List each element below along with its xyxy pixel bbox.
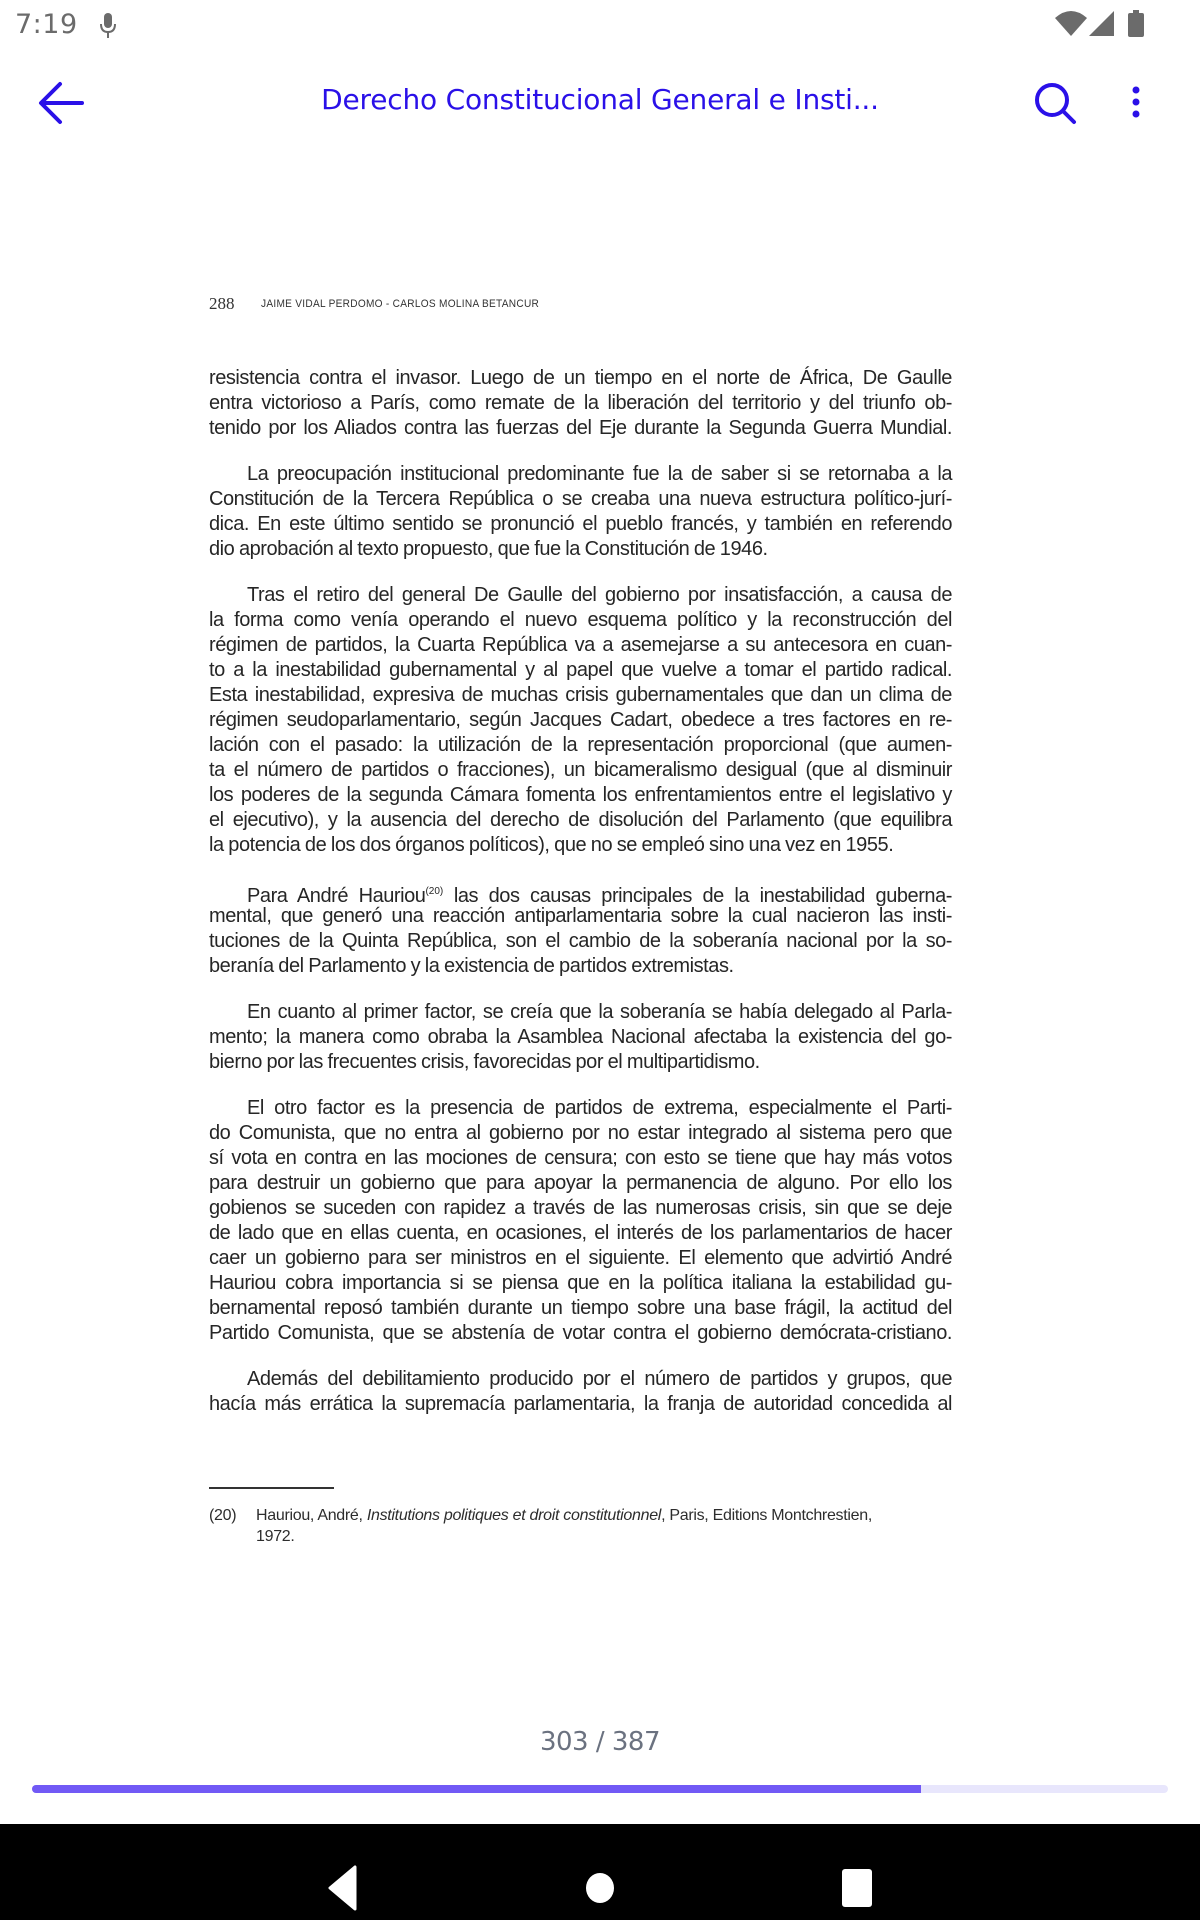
app-bar bbox=[0, 50, 1200, 156]
recents-square-icon bbox=[836, 1866, 878, 1910]
back-button[interactable] bbox=[32, 78, 92, 128]
text-line: régimen de partidos, la Cuarta República va a asemejarse a su antecesora en cuan- bbox=[209, 634, 952, 656]
nav-recents-button[interactable] bbox=[836, 1866, 878, 1910]
text-line: El otro factor es la presencia de partidos de extrema, especialmente el Parti- bbox=[247, 1097, 952, 1119]
nav-home-button[interactable] bbox=[580, 1866, 620, 1910]
text-line: los poderes de la segunda Cámara fomenta los enfrentamientos entre el legislativo y bbox=[209, 784, 952, 806]
status-bar bbox=[0, 0, 1200, 50]
running-head bbox=[209, 294, 969, 320]
text-line: to a la inestabilidad gubernamental y al papel que vuelve a tomar el partido radical. bbox=[209, 659, 952, 681]
footnote-reference[interactable]: (20) bbox=[425, 886, 444, 897]
footnote-text bbox=[256, 1505, 954, 1547]
paragraph-1 bbox=[209, 366, 952, 441]
text-line: dio aprobación al texto propuesto, que fue la Constitución de 1946. bbox=[209, 538, 768, 560]
text-line: Tras el retiro del general De Gaulle del gobierno por insatisfacción, a causa de bbox=[247, 584, 952, 606]
text-run: las dos causas principales de la inestabilidad guberna- bbox=[443, 885, 952, 907]
text-line: do Comunista, que no entra al gobierno por no estar integrado al sistema pero que bbox=[209, 1122, 952, 1144]
text-line: sí vota en contra en las mociones de censura; con esto se tiene que hay más votos bbox=[209, 1147, 952, 1169]
battery-icon bbox=[1128, 10, 1144, 37]
book-page[interactable] bbox=[0, 156, 1200, 1696]
text-run: Para André Hauriou bbox=[247, 885, 426, 907]
nav-back-button[interactable] bbox=[322, 1864, 362, 1912]
text-line: beranía del Parlamento y la existencia de partidos extremistas. bbox=[209, 955, 734, 977]
text-line: caer un gobierno para ser ministros en el siguiente. El elemento que advirtió André bbox=[209, 1247, 952, 1269]
mic-icon bbox=[100, 13, 116, 39]
reading-progress-slider[interactable] bbox=[32, 1785, 1168, 1793]
text-line: Además del debilitamiento producido por el número de partidos y grupos, que bbox=[247, 1368, 952, 1390]
footnote-year: 1972. bbox=[256, 1528, 295, 1545]
text-line: Hauriou cobra importancia si se piensa que en la política italiana la estabilidad gu- bbox=[209, 1272, 952, 1294]
text-line: dica. En este último sentido se pronunció el pueblo francés, y también en referendo bbox=[209, 513, 952, 535]
footnote-number: (20) bbox=[209, 1507, 237, 1524]
text-line: tenido por los Aliados contra las fuerzas del Eje durante la Segunda Guerra Mundial. bbox=[209, 417, 952, 439]
text-line: Constitución de la Tercera República o se creaba una nueva estructura político-jurí- bbox=[209, 488, 952, 510]
footnote-divider bbox=[209, 1487, 334, 1489]
text-line: mento; la manera como obraba la Asamblea Nacional afectaba la existencia del go- bbox=[209, 1026, 952, 1048]
text-line: Esta inestabilidad, expresiva de muchas crisis gubernamentales que dan un clima de bbox=[209, 684, 952, 706]
footnote-book-title: Institutions politiques et droit constitutionnel bbox=[366, 1507, 662, 1524]
text-line: de lado que en ellas cuenta, en ocasiones, el interés de los parlamentarios de hacer bbox=[209, 1222, 952, 1244]
text-line: ta el número de partidos o fracciones), un bicameralismo desigual (que al disminuir bbox=[209, 759, 952, 781]
text-line: tuciones de la Quinta República, son el cambio de la soberanía nacional por la so- bbox=[209, 930, 952, 952]
status-time: 7:19 bbox=[15, 9, 78, 40]
text-line: La preocupación institucional predominante fue la de saber si se retornaba a la bbox=[247, 463, 952, 485]
footnote-publisher: , Paris, Editions Montchrestien, bbox=[661, 1507, 873, 1524]
text-line: resistencia contra el invasor. Luego de un tiempo en el norte de África, De Gaulle bbox=[209, 367, 952, 389]
text-line: el ejecutivo), y la ausencia del derecho de disolución del Parlamento (que equilibra bbox=[209, 809, 952, 831]
text-line: gobienos se suceden con rapidez a través de las numerosas crisis, sin que se deje bbox=[209, 1197, 952, 1219]
arrow-left-icon bbox=[32, 78, 92, 128]
text-line: la forma como venía operando el nuevo esquema político y la reconstrucción del bbox=[209, 609, 952, 631]
paragraph-3 bbox=[209, 583, 952, 858]
paragraph-7 bbox=[209, 1367, 952, 1417]
more-options-button[interactable] bbox=[1120, 80, 1152, 130]
page-counter: 303 / 387 bbox=[539, 1727, 661, 1757]
wifi-icon bbox=[1055, 10, 1087, 36]
text-line: lación con el pasado: la utilización de la representación proporcional (que aumen- bbox=[209, 734, 952, 756]
paragraph-4 bbox=[209, 879, 952, 979]
text-line: En cuanto al primer factor, se creía que la soberanía se había delegado al Parla- bbox=[247, 1001, 952, 1023]
text-line: régimen seudoparlamentario, según Jacques Cadart, obedece a tres factores en re- bbox=[209, 709, 952, 731]
text-line: Partido Comunista, que se abstenía de votar contra el gobierno demócrata-cristiano. bbox=[209, 1322, 952, 1344]
text-line: bernamental reposó también durante un tiempo sobre una base frágil, la actitud del bbox=[209, 1297, 952, 1319]
paragraph-5 bbox=[209, 1000, 952, 1075]
text-line bbox=[209, 879, 952, 907]
footnote-author: Hauriou, André, bbox=[256, 1507, 367, 1524]
paragraph-2 bbox=[209, 462, 952, 562]
back-triangle-icon bbox=[322, 1864, 362, 1912]
reading-progress-fill bbox=[32, 1785, 921, 1793]
running-head-authors: JAIME VIDAL PERDOMO - CARLOS MOLINA BETANCUR bbox=[261, 298, 540, 310]
cell-signal-icon bbox=[1089, 11, 1114, 36]
text-line: la potencia de los dos órganos políticos), que no se empleó sino una vez en 1955. bbox=[209, 834, 894, 856]
text-line: hacía más errática la supremacía parlamentaria, la franja de autoridad concedida al bbox=[209, 1393, 952, 1415]
more-vertical-icon bbox=[1120, 80, 1152, 130]
paragraph-6 bbox=[209, 1096, 952, 1346]
search-button[interactable] bbox=[1030, 78, 1082, 130]
search-icon bbox=[1030, 78, 1082, 130]
home-circle-icon bbox=[580, 1866, 620, 1910]
page-folio: 288 bbox=[209, 294, 235, 313]
text-line: para destruir un gobierno que para apoyar la permanencia de alguno. Por ello los bbox=[209, 1172, 952, 1194]
text-line: bierno por las frecuentes crisis, favorecidas por el multipartidismo. bbox=[209, 1051, 760, 1073]
text-line: mental, que generó una reacción antiparlamentaria sobre la cual nacieron las insti- bbox=[209, 905, 952, 927]
text-line: entra victorioso a París, como remate de la liberación del territorio y del triunfo ob- bbox=[209, 392, 952, 414]
system-nav-bar bbox=[0, 1824, 1200, 1920]
document-title: Derecho Constitucional General e Insti... bbox=[321, 83, 879, 116]
